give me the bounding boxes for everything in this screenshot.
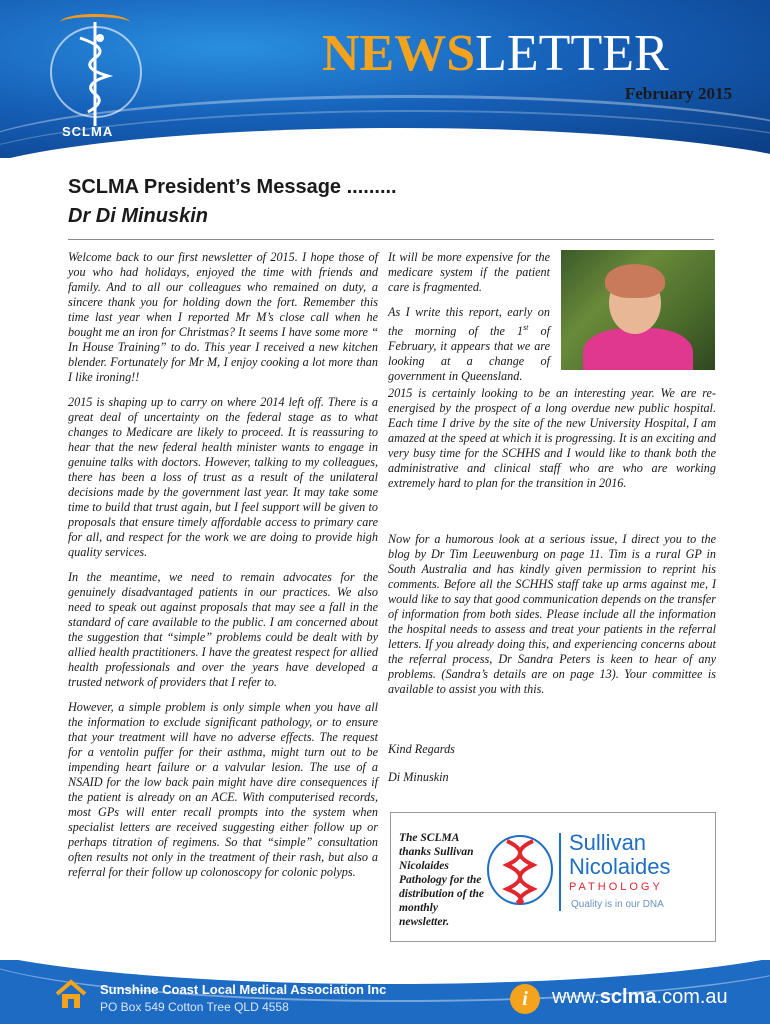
brand-line-2: Nicolaides: [569, 854, 671, 879]
article-paragraph: Welcome back to our first newsletter of 2015. I hope those of you who had holidays, enjoyed the time with friends and family. And to all our colleagues who remained on duty, a sincere thank you for holding down the fort. Remember this time last year when I reported Mr M’s close call when he bought me an iron for Christmas? It seems I have some more “ In House Training” to do. This year I received a new kitchen blender. Fortunately for Mr M, I enjoy cooking a lot more than I like ironing!!: [68, 250, 378, 384]
heading-divider: [68, 239, 714, 240]
signature: Di Minuskin: [388, 770, 449, 784]
newsletter-footer: [0, 960, 770, 1024]
caduceus-icon: [70, 18, 120, 128]
article-left-column: [68, 250, 378, 890]
article-paragraph: [388, 305, 550, 384]
brand-subtitle: PATHOLOGY: [569, 881, 663, 893]
article-paragraph: In the meantime, we need to remain advocates for the genuinely disadvantaged patients in our practices. We also need to speak out against proposals that may see a fall in the standard of care available to the public. I am concerned about the suggestion that “simple” problems could be dealt with by allied health practitioners. I have the greatest respect for allied health professionals and over the years have developed a trusted network of providers that I refer to.: [68, 570, 378, 689]
article-author: Dr Di Minuskin: [68, 205, 209, 227]
article-paragraph: It will be more expensive for the medicare system if the patient care is fragmented.: [388, 250, 550, 294]
article-right-column: [388, 386, 716, 501]
president-photo: [561, 250, 715, 370]
article-paragraph: 2015 is shaping up to carry on where 2014 left off. There is a great deal of uncertainty on the federal stage as to what changes to Medicare are likely to proceed. It is reassuring to hear that the new federal health minister wants to engage in genuine talks with doctors. However, talking to my colleagues, there has been a loss of trust as a result of the unilateral decisions made by the government last year. It may take some time to build that trust again, but I feel support will be given to proposals that ensure timely affordable access to primary care for all, and respect for the work we are doing to provide high quality services.: [68, 395, 378, 559]
newsletter-title: [322, 25, 669, 82]
brand-name: [569, 831, 671, 879]
web-domain: sclma: [599, 986, 657, 1008]
footer-address: PO Box 549 Cotton Tree QLD 4558: [100, 1000, 289, 1014]
brand-divider: [559, 833, 561, 911]
article-right-top: [388, 250, 550, 394]
article-heading: SCLMA President’s Message .........: [68, 176, 397, 198]
paragraph-text: of February, it appears that we are looking at a change of government in Queensland.: [388, 324, 550, 384]
ordinal-suffix: st: [523, 323, 529, 332]
photo-figure-body: [583, 328, 693, 370]
home-icon: [54, 978, 88, 1012]
info-icon: i: [510, 984, 540, 1014]
web-suffix: .com.au: [656, 986, 728, 1008]
article-paragraph: 2015 is certainly looking to be an interesting year. We are re-energised by the prospect of a long overdue new public hospital. Each time I drive by the site of the new University Hospital, I am amazed at the speed at which it is progressing. It is an exciting and very busy time for the SCHHS and I would like to thank both the administrative and clinical staff who are who are working extremely hard to plan for the transition in 2016.: [388, 386, 716, 490]
sponsor-thanks-text: The SCLMA thanks Sullivan Nicolaides Pathology for the distribution of the monthly newsletter.: [399, 832, 484, 928]
sclma-logo: [40, 8, 150, 148]
footer-website-link[interactable]: [552, 986, 728, 1009]
title-letter: LETTER: [475, 25, 669, 82]
photo-figure-hair: [605, 264, 665, 298]
paragraph-text: As I write this report, early on the morning of the 1: [388, 305, 550, 339]
issue-date: February 2015: [624, 84, 732, 103]
article-paragraph: Now for a humorous look at a serious issue, I direct you to the blog by Dr Tim Leeuwenburg on page 11. Tim is a rural GP in South Australia and has kindly given permission to reprint his comments. Before all the SCHHS staff take up arms against me, I would like to say that good communication depends on the transfer of information from both sides. Please include all the information the hospital needs to assess and treat your patients in the referral letters. If you already doing this, and experiencing concerns about the referral process, Dr Sandra Peters is keen to hear of any problems. (Sandra’s details are on page 13). Your committee is available to assist you with this.: [388, 532, 716, 696]
sponsor-box: [390, 812, 716, 942]
title-news: NEWS: [322, 25, 476, 82]
sign-off: Kind Regards: [388, 742, 455, 756]
dna-helix-icon: [487, 835, 553, 905]
article-paragraph: However, a simple problem is only simple when you have all the information to exclude significant pathology, or to ensure that your treatment will have no adverse effects. The request for a ventolin puffer for their asthma, might turn out to be impending heart failure or a valvular lesion. The use of a NSAID for the low back pain might have dire consequences if the patient is already on an ACE. With computerised records, most GPs will enter recall prompts into the system when specialist letters are received suggesting either follow up or perhaps titration of regimens. So that “simple” consultation often results not only in the treatment of their rash, but also a referral for their follow up colonoscopy for colonic polyps.: [68, 700, 378, 879]
brand-tagline: Quality is in our DNA: [571, 899, 664, 910]
logo-text: SCLMA: [62, 124, 114, 139]
article-right-column-2: [388, 532, 716, 707]
newsletter-header: [0, 0, 770, 158]
web-prefix: www.: [552, 986, 600, 1008]
footer-org-name: Sunshine Coast Local Medical Association Inc: [100, 982, 387, 997]
brand-line-1: Sullivan: [569, 830, 647, 855]
